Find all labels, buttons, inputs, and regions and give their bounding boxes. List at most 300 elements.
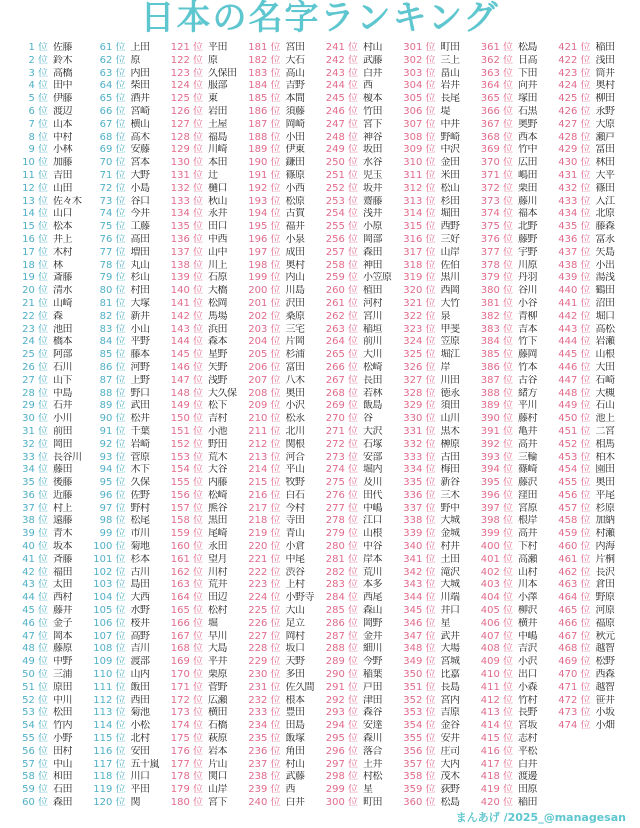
ranking-row bbox=[14, 771, 94, 784]
surname: 根岸 bbox=[518, 515, 537, 527]
rank-label: 37 位 bbox=[22, 502, 48, 514]
rank-label: 192 位 bbox=[248, 182, 281, 194]
ranking-row bbox=[402, 605, 482, 618]
ranking-row bbox=[402, 554, 482, 567]
surname: 木村 bbox=[53, 246, 72, 258]
rank-label: 314 位 bbox=[403, 208, 436, 220]
ranking-row bbox=[169, 375, 249, 388]
surname: 山村 bbox=[518, 566, 537, 578]
rank-label: 208 位 bbox=[248, 387, 281, 399]
rank-label: 289 位 bbox=[325, 656, 358, 668]
rank-label: 377 位 bbox=[480, 246, 513, 258]
surname: 倉田 bbox=[595, 579, 615, 591]
ranking-row bbox=[324, 349, 404, 362]
ranking-row bbox=[479, 93, 559, 106]
rank-label: 50 位 bbox=[22, 669, 48, 681]
rank-label: 276 位 bbox=[325, 489, 358, 501]
ranking-row bbox=[402, 375, 482, 388]
ranking-row bbox=[169, 528, 249, 541]
rank-label: 120 位 bbox=[93, 797, 126, 809]
surname: 杉田 bbox=[440, 195, 460, 207]
surname: 吉本 bbox=[518, 323, 537, 335]
surname: 竹本 bbox=[518, 361, 537, 373]
surname: 中島 bbox=[53, 387, 72, 399]
ranking-row bbox=[479, 579, 559, 592]
rank-label: 336 位 bbox=[403, 489, 436, 501]
rank-label: 49 位 bbox=[22, 656, 48, 668]
rank-label: 400 位 bbox=[480, 541, 513, 553]
rank-label: 3 位 bbox=[28, 67, 48, 79]
surname: 中村 bbox=[53, 131, 72, 143]
surname: 大場 bbox=[440, 643, 460, 655]
rank-label: 210 位 bbox=[248, 413, 281, 425]
ranking-row bbox=[14, 260, 94, 273]
ranking-row bbox=[247, 68, 327, 81]
rank-label: 108 位 bbox=[93, 643, 126, 655]
ranking-row bbox=[92, 733, 172, 746]
surname: 片岡 bbox=[285, 336, 305, 348]
ranking-row bbox=[402, 477, 482, 490]
surname: 林田 bbox=[595, 157, 615, 169]
ranking-row bbox=[479, 42, 559, 55]
surname: 松井 bbox=[130, 413, 150, 425]
surname: 菊池 bbox=[130, 707, 150, 719]
rank-label: 236 位 bbox=[248, 745, 281, 757]
surname: 成田 bbox=[285, 246, 305, 258]
surname: 篠田 bbox=[595, 182, 615, 194]
ranking-row bbox=[14, 464, 94, 477]
surname: 坂田 bbox=[363, 144, 382, 156]
surname: 星 bbox=[363, 784, 373, 796]
rank-label: 321 位 bbox=[403, 297, 436, 309]
rank-label: 460 位 bbox=[558, 541, 591, 553]
surname: 矢島 bbox=[595, 246, 615, 258]
surname: 高野 bbox=[130, 630, 150, 642]
surname: 西村 bbox=[53, 592, 72, 604]
ranking-row bbox=[324, 490, 404, 503]
surname: 黒田 bbox=[208, 515, 227, 527]
ranking-row bbox=[324, 631, 404, 644]
surname: 森山 bbox=[363, 605, 382, 617]
surname: 神田 bbox=[363, 259, 382, 271]
ranking-row bbox=[92, 643, 172, 656]
surname: 藤井 bbox=[53, 605, 72, 617]
surname: 大島 bbox=[208, 643, 227, 655]
ranking-row bbox=[247, 362, 327, 375]
ranking-row bbox=[324, 567, 404, 580]
ranking-row bbox=[402, 413, 482, 426]
rank-label: 404 位 bbox=[480, 592, 513, 604]
rank-label: 70 位 bbox=[99, 157, 126, 169]
surname: 関口 bbox=[208, 771, 227, 783]
ranking-row bbox=[169, 669, 249, 682]
surname: 橋本 bbox=[53, 336, 72, 348]
surname: 久保田 bbox=[208, 67, 237, 79]
ranking-row bbox=[14, 388, 94, 401]
ranking-row bbox=[247, 272, 327, 285]
rank-label: 215 位 bbox=[248, 477, 281, 489]
ranking-row bbox=[92, 93, 172, 106]
surname: 矢野 bbox=[208, 361, 227, 373]
surname: 沢田 bbox=[285, 297, 305, 309]
rank-label: 415 位 bbox=[480, 733, 513, 745]
surname: 渡部 bbox=[130, 656, 150, 668]
rank-label: 348 位 bbox=[403, 643, 436, 655]
ranking-row bbox=[479, 541, 559, 554]
ranking-row bbox=[247, 631, 327, 644]
rank-label: 398 位 bbox=[480, 515, 513, 527]
rank-label: 20 位 bbox=[22, 285, 48, 297]
rank-label: 153 位 bbox=[170, 451, 203, 463]
ranking-row bbox=[92, 554, 172, 567]
rank-label: 260 位 bbox=[325, 285, 358, 297]
surname: 長沢 bbox=[595, 566, 615, 578]
rank-label: 334 位 bbox=[403, 464, 436, 476]
rank-label: 237 位 bbox=[248, 758, 281, 770]
surname: 甲斐 bbox=[440, 323, 460, 335]
rank-label: 414 位 bbox=[480, 720, 513, 732]
ranking-row bbox=[557, 618, 637, 631]
ranking-row bbox=[92, 477, 172, 490]
surname: 樋口 bbox=[208, 182, 227, 194]
ranking-row bbox=[402, 631, 482, 644]
surname: 寺田 bbox=[285, 515, 305, 527]
ranking-column-6 bbox=[402, 42, 482, 810]
surname: 笹井 bbox=[595, 694, 615, 706]
surname: 小野 bbox=[53, 733, 72, 745]
rank-label: 195 位 bbox=[248, 221, 281, 233]
surname: 豊田 bbox=[285, 707, 305, 719]
ranking-row bbox=[557, 324, 637, 337]
rank-label: 116 位 bbox=[93, 745, 126, 757]
ranking-row bbox=[402, 106, 482, 119]
rank-label: 442 位 bbox=[558, 310, 591, 322]
ranking-row bbox=[92, 695, 172, 708]
rank-label: 395 位 bbox=[480, 477, 513, 489]
surname: 梅田 bbox=[440, 464, 460, 476]
ranking-row bbox=[402, 183, 482, 196]
ranking-row bbox=[92, 707, 172, 720]
ranking-row bbox=[324, 720, 404, 733]
surname: 浅野 bbox=[208, 374, 227, 386]
rank-label: 428 位 bbox=[558, 131, 591, 143]
rank-label: 281 位 bbox=[325, 553, 358, 565]
surname: 村山 bbox=[285, 758, 305, 770]
ranking-row bbox=[402, 349, 482, 362]
rank-label: 356 位 bbox=[403, 745, 436, 757]
rank-label: 100 位 bbox=[93, 541, 126, 553]
rank-label: 187 位 bbox=[248, 118, 281, 130]
surname: 篠崎 bbox=[518, 464, 537, 476]
rank-label: 347 位 bbox=[403, 630, 436, 642]
surname: 筒井 bbox=[595, 67, 615, 79]
rank-label: 316 位 bbox=[403, 233, 436, 245]
rank-label: 124 位 bbox=[170, 80, 203, 92]
rank-label: 371 位 bbox=[480, 169, 513, 181]
surname: 宮川 bbox=[363, 310, 382, 322]
rank-label: 81 位 bbox=[99, 297, 126, 309]
rank-label: 214 位 bbox=[248, 464, 281, 476]
surname: 宮内 bbox=[440, 694, 460, 706]
ranking-row bbox=[402, 503, 482, 516]
rank-label: 136 位 bbox=[170, 233, 203, 245]
rank-label: 274 位 bbox=[325, 464, 358, 476]
ranking-row bbox=[402, 541, 482, 554]
surname: 岡野 bbox=[363, 617, 382, 629]
surname: 大山 bbox=[285, 605, 305, 617]
rank-label: 138 位 bbox=[170, 259, 203, 271]
rank-label: 28 位 bbox=[22, 387, 48, 399]
rank-label: 230 位 bbox=[248, 669, 281, 681]
rank-label: 286 位 bbox=[325, 617, 358, 629]
surname: 佐藤 bbox=[53, 42, 72, 53]
surname: 柳沢 bbox=[518, 605, 537, 617]
rank-label: 139 位 bbox=[170, 272, 203, 284]
ranking-row bbox=[557, 311, 637, 324]
surname: 北野 bbox=[518, 221, 537, 233]
ranking-row bbox=[169, 464, 249, 477]
ranking-row bbox=[402, 260, 482, 273]
rank-label: 434 位 bbox=[558, 208, 591, 220]
ranking-row bbox=[402, 119, 482, 132]
ranking-row bbox=[169, 260, 249, 273]
ranking-row bbox=[169, 234, 249, 247]
surname: 金城 bbox=[440, 528, 460, 540]
rank-label: 64 位 bbox=[99, 80, 126, 92]
ranking-row bbox=[14, 119, 94, 132]
surname: 小倉 bbox=[285, 541, 305, 553]
ranking-row bbox=[402, 196, 482, 209]
rank-label: 307 位 bbox=[403, 118, 436, 130]
ranking-row bbox=[479, 247, 559, 260]
surname: 中山 bbox=[53, 758, 72, 770]
surname: 河合 bbox=[285, 451, 305, 463]
rank-label: 125 位 bbox=[170, 93, 203, 105]
surname: 岩瀬 bbox=[595, 336, 615, 348]
rank-label: 256 位 bbox=[325, 233, 358, 245]
rank-label: 188 位 bbox=[248, 131, 281, 143]
ranking-row bbox=[324, 592, 404, 605]
ranking-row bbox=[92, 208, 172, 221]
surname: 竹中 bbox=[518, 144, 537, 156]
surname: 小出 bbox=[595, 259, 615, 271]
ranking-row bbox=[402, 55, 482, 68]
surname: 森谷 bbox=[363, 707, 382, 719]
rank-label: 420 位 bbox=[480, 797, 513, 809]
rank-label: 75 位 bbox=[99, 221, 126, 233]
surname: 安達 bbox=[363, 720, 382, 732]
surname: 広田 bbox=[518, 157, 537, 169]
surname: 武藤 bbox=[285, 771, 305, 783]
surname: 菊地 bbox=[130, 541, 150, 553]
surname: 三木 bbox=[440, 489, 460, 501]
rank-label: 95 位 bbox=[99, 477, 126, 489]
surname: 野中 bbox=[440, 502, 460, 514]
ranking-row bbox=[324, 797, 404, 810]
ranking-row bbox=[169, 196, 249, 209]
rank-label: 196 位 bbox=[248, 233, 281, 245]
surname: 福井 bbox=[285, 221, 305, 233]
surname: 長田 bbox=[363, 374, 382, 386]
surname: 岩本 bbox=[208, 745, 227, 757]
rank-label: 51 位 bbox=[22, 681, 48, 693]
surname: 石黒 bbox=[518, 105, 537, 117]
surname: 小川 bbox=[53, 413, 72, 425]
surname: 飯塚 bbox=[285, 733, 305, 745]
ranking-row bbox=[324, 579, 404, 592]
rank-label: 293 位 bbox=[325, 707, 358, 719]
surname: 野崎 bbox=[440, 131, 460, 143]
ranking-row bbox=[247, 707, 327, 720]
surname: 奥田 bbox=[595, 477, 615, 489]
ranking-row bbox=[247, 336, 327, 349]
surname: 前川 bbox=[363, 336, 382, 348]
ranking-row bbox=[402, 720, 482, 733]
surname: 長野 bbox=[518, 707, 537, 719]
ranking-row bbox=[557, 55, 637, 68]
rank-label: 152 位 bbox=[170, 438, 203, 450]
ranking-row bbox=[14, 720, 94, 733]
rank-label: 235 位 bbox=[248, 733, 281, 745]
rank-label: 11 位 bbox=[22, 169, 48, 181]
surname: 柏木 bbox=[595, 451, 615, 463]
rank-label: 341 位 bbox=[403, 553, 436, 565]
rank-label: 279 位 bbox=[325, 528, 358, 540]
ranking-row bbox=[479, 336, 559, 349]
ranking-row bbox=[247, 183, 327, 196]
ranking-row bbox=[169, 55, 249, 68]
ranking-row bbox=[324, 208, 404, 221]
surname: 古田 bbox=[440, 451, 460, 463]
ranking-row bbox=[324, 362, 404, 375]
ranking-row bbox=[402, 682, 482, 695]
rank-label: 68 位 bbox=[99, 131, 126, 143]
ranking-row bbox=[479, 234, 559, 247]
surname: 青柳 bbox=[518, 310, 537, 322]
rank-label: 109 位 bbox=[93, 656, 126, 668]
ranking-row bbox=[169, 93, 249, 106]
surname: 今井 bbox=[130, 208, 150, 220]
surname: 田中 bbox=[53, 80, 72, 92]
rank-label: 369 位 bbox=[480, 144, 513, 156]
ranking-row bbox=[324, 234, 404, 247]
ranking-row bbox=[92, 579, 172, 592]
ranking-row bbox=[14, 490, 94, 503]
rank-label: 412 位 bbox=[480, 694, 513, 706]
rank-label: 433 位 bbox=[558, 195, 591, 207]
surname: 井口 bbox=[440, 605, 460, 617]
surname: 松原 bbox=[285, 195, 305, 207]
ranking-row bbox=[557, 439, 637, 452]
rank-label: 247 位 bbox=[325, 118, 358, 130]
rank-label: 259 位 bbox=[325, 272, 358, 284]
surname: 北川 bbox=[285, 425, 305, 437]
rank-label: 220 位 bbox=[248, 541, 281, 553]
ranking-row bbox=[324, 707, 404, 720]
ranking-row bbox=[557, 362, 637, 375]
surname: 根本 bbox=[285, 694, 305, 706]
surname: 柴田 bbox=[130, 80, 150, 92]
rank-label: 137 位 bbox=[170, 246, 203, 258]
ranking-row bbox=[402, 643, 482, 656]
surname: 泉 bbox=[440, 310, 450, 322]
ranking-row bbox=[92, 426, 172, 439]
rank-label: 69 位 bbox=[99, 144, 126, 156]
surname: 森田 bbox=[363, 246, 382, 258]
surname: 安田 bbox=[130, 745, 150, 757]
rank-label: 439 位 bbox=[558, 272, 591, 284]
rank-label: 233 位 bbox=[248, 707, 281, 719]
rank-label: 121 位 bbox=[170, 42, 203, 53]
ranking-row bbox=[402, 759, 482, 772]
rank-label: 441 位 bbox=[558, 297, 591, 309]
ranking-row bbox=[14, 196, 94, 209]
ranking-row bbox=[92, 234, 172, 247]
ranking-row bbox=[324, 93, 404, 106]
ranking-row bbox=[324, 42, 404, 55]
ranking-row bbox=[557, 579, 637, 592]
surname: 鎌田 bbox=[285, 157, 305, 169]
surname: 中川 bbox=[53, 694, 72, 706]
rank-label: 216 位 bbox=[248, 489, 281, 501]
surname: 飯田 bbox=[130, 681, 150, 693]
surname: 田原 bbox=[518, 784, 537, 796]
surname: 下田 bbox=[518, 67, 537, 79]
rank-label: 31 位 bbox=[22, 425, 48, 437]
ranking-row bbox=[169, 643, 249, 656]
ranking-row bbox=[14, 234, 94, 247]
ranking-row bbox=[14, 515, 94, 528]
ranking-row bbox=[324, 106, 404, 119]
ranking-row bbox=[324, 669, 404, 682]
surname: 白井 bbox=[363, 67, 382, 79]
rank-label: 53 位 bbox=[22, 707, 48, 719]
ranking-row bbox=[557, 656, 637, 669]
rank-label: 171 位 bbox=[170, 681, 203, 693]
ranking-row bbox=[247, 733, 327, 746]
surname: 川原 bbox=[518, 259, 537, 271]
rank-label: 117 位 bbox=[93, 758, 126, 770]
rank-label: 382 位 bbox=[480, 310, 513, 322]
surname: 石橋 bbox=[208, 720, 227, 732]
rank-label: 430 位 bbox=[558, 157, 591, 169]
rank-label: 421 位 bbox=[558, 42, 591, 53]
surname: 加納 bbox=[595, 515, 615, 527]
rank-label: 401 位 bbox=[480, 553, 513, 565]
surname: 小泉 bbox=[285, 233, 305, 245]
surname: 渡邊 bbox=[518, 771, 537, 783]
ranking-row bbox=[402, 311, 482, 324]
surname: 竹内 bbox=[53, 720, 72, 732]
ranking-row bbox=[479, 55, 559, 68]
ranking-row bbox=[247, 170, 327, 183]
surname: 千葉 bbox=[130, 425, 150, 437]
ranking-row bbox=[14, 375, 94, 388]
surname: 横山 bbox=[130, 118, 150, 130]
ranking-row bbox=[247, 400, 327, 413]
rank-label: 123 位 bbox=[170, 67, 203, 79]
surname: 後藤 bbox=[53, 477, 72, 489]
rank-label: 96 位 bbox=[99, 489, 126, 501]
rank-label: 463 位 bbox=[558, 579, 591, 591]
surname: 阿部 bbox=[53, 349, 72, 361]
ranking-row bbox=[169, 132, 249, 145]
ranking-row bbox=[247, 106, 327, 119]
surname: 石塚 bbox=[363, 438, 382, 450]
ranking-row bbox=[557, 336, 637, 349]
ranking-row bbox=[169, 490, 249, 503]
surname: 大久保 bbox=[208, 387, 237, 399]
